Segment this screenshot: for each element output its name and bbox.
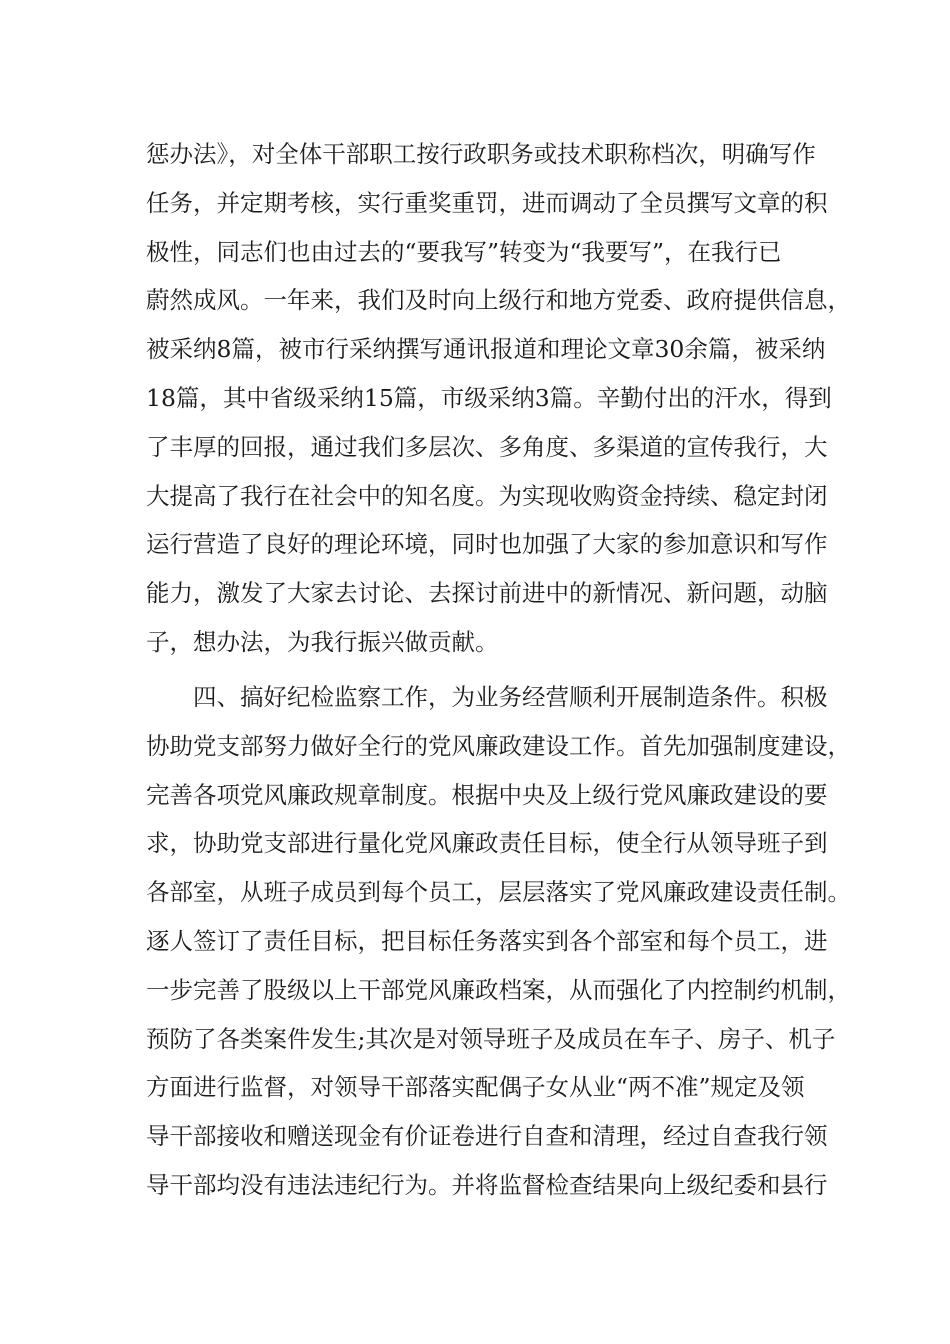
text-line: 被采纳8篇，被市行采纳撰写通讯报道和理论文章30余篇，被采纳 [146, 335, 826, 364]
text-line: 协助党支部努力做好全行的党风廉政建设工作。首先加强制度建设， [146, 731, 851, 760]
text-line: 预防了各类案件发生;其次是对领导班子及成员在车子、房子、机子 [146, 1024, 836, 1053]
text-line: 完善各项党风廉政规章制度。根据中央及上级行党风廉政建设的要 [146, 780, 828, 809]
paragraph-four [146, 673, 851, 1210]
paragraph-continued [146, 130, 851, 667]
text-line: 子，想办法，为我行振兴做贡献。 [146, 627, 499, 656]
text-line: 任务，并定期考核，实行重奖重罚，进而调动了全员撰写文章的积 [146, 188, 828, 217]
text-line: 了丰厚的回报，通过我们多层次、多角度、多渠道的宣传我行，大 [146, 432, 828, 461]
text-line: 方面进行监督，对领导干部落实配偶子女从业“两不准”规定及领 [146, 1073, 805, 1102]
text-line: 大提高了我行在社会中的知名度。为实现收购资金持续、稳定封闭 [146, 481, 828, 510]
text-line: 蔚然成风。一年来，我们及时向上级行和地方党委、政府提供信息， [146, 286, 851, 315]
text-line: 各部室，从班子成员到每个员工，层层落实了党风廉政建设责任制。 [146, 878, 851, 907]
text-line: 求，协助党支部进行量化党风廉政责任目标，使全行从领导班子到 [146, 829, 828, 858]
text-line: 能力，激发了大家去讨论、去探讨前进中的新情况、新问题，动脑 [146, 579, 828, 608]
text-line: 导干部接收和赠送现金有价证卷进行自查和清理，经过自查我行领 [146, 1122, 828, 1151]
text-line: 惩办法》，对全体干部职工按行政职务或技术职称档次，明确写作 [146, 140, 816, 168]
text-line: 导干部均没有违法违纪行为。并将监督检查结果向上级纪委和县行 [146, 1170, 828, 1199]
text-line: 运行营造了良好的理论环境，同时也加强了大家的参加意识和写作 [146, 530, 828, 559]
text-line: 极性，同志们也由过去的“要我写”转变为“我要写”，在我行已 [146, 237, 782, 266]
text-line-first: 四、搞好纪检监察工作，为业务经营顺利开展制造条件。积极 [193, 683, 828, 711]
text-line: 18篇，其中省级采纳15篇，市级采纳3篇。辛勤付出的汗水，得到 [146, 383, 832, 412]
text-line: 一步完善了股级以上干部党风廉政档案，从而强化了内控制约机制， [146, 975, 851, 1004]
text-line: 逐人签订了责任目标，把目标任务落实到各个部室和每个员工，进 [146, 926, 828, 955]
